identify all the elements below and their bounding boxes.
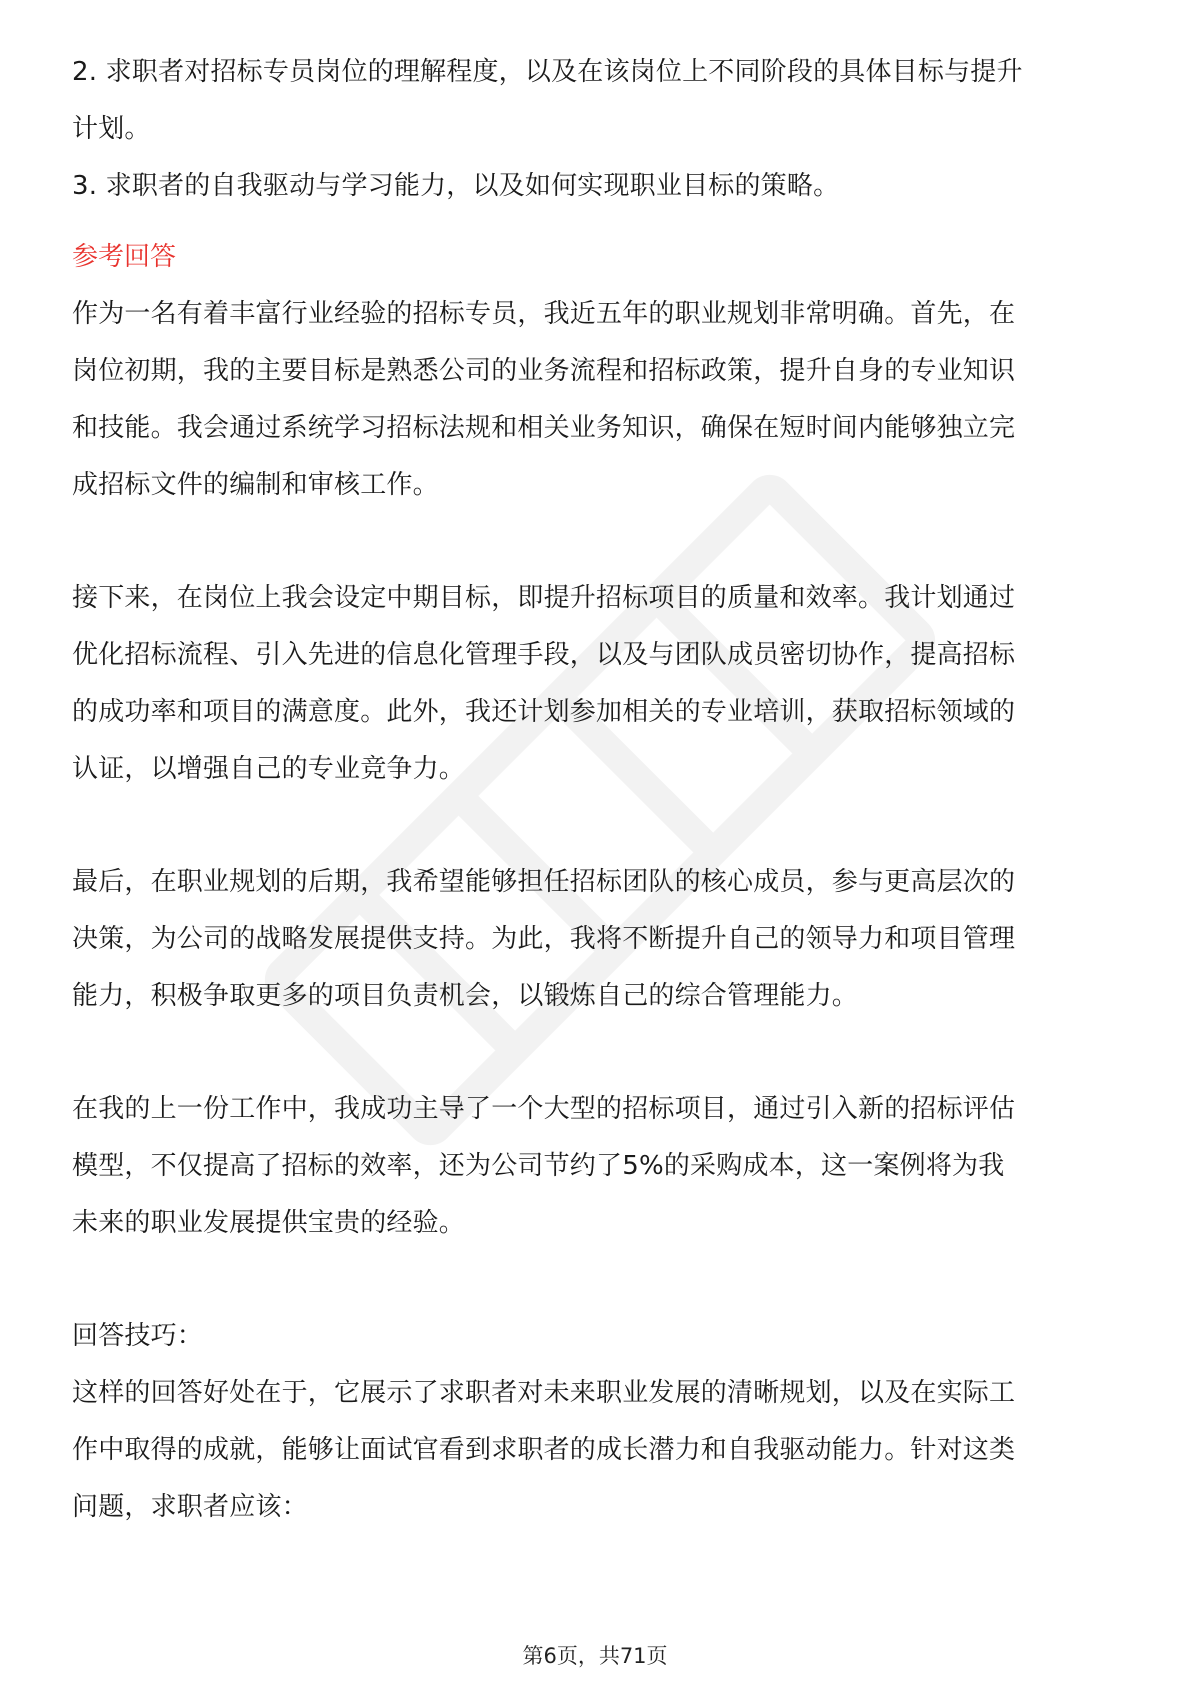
page-number: 第6页，共71页 — [522, 1644, 668, 1668]
paragraph-line: 作中取得的成就，能够让面试官看到求职者的成长潜力和自我驱动能力。针对这类 — [72, 1435, 1016, 1465]
paragraph-spacer — [72, 1252, 1118, 1308]
question-3: 3. 求职者的自我驱动与学习能力，以及如何实现职业目标的策略。 — [72, 171, 840, 201]
paragraph-line: 这样的回答好处在于，它展示了求职者对未来职业发展的清晰规划，以及在实际工 — [72, 1378, 1016, 1408]
paragraph-line: 优化招标流程、引入先进的信息化管理手段，以及与团队成员密切协作，提高招标 — [72, 640, 1016, 670]
paragraph-line: 作为一名有着丰富行业经验的招标专员，我近五年的职业规划非常明确。首先，在 — [72, 299, 1016, 329]
answer-paragraph-3 — [72, 854, 1118, 1025]
main-content — [72, 44, 1118, 1536]
paragraph-spacer — [72, 798, 1118, 854]
paragraph-line: 在我的上一份工作中，我成功主导了一个大型的招标项目，通过引入新的招标评估 — [72, 1094, 1016, 1124]
paragraph-line: 的成功率和项目的满意度。此外，我还计划参加相关的专业培训，获取招标领域的 — [72, 697, 1016, 727]
paragraph-line: 和技能。我会通过系统学习招标法规和相关业务知识，确保在短时间内能够独立完 — [72, 413, 1016, 443]
question-2-line-1: 2. 求职者对招标专员岗位的理解程度，以及在该岗位上不同阶段的具体目标与提升 — [72, 57, 1023, 87]
answer-paragraph-4 — [72, 1081, 1118, 1252]
tips-paragraph — [72, 1365, 1118, 1536]
question-2-line-2: 计划。 — [72, 114, 151, 144]
paragraph-line: 模型，不仅提高了招标的效率，还为公司节约了5%的采购成本，这一案例将为我 — [72, 1151, 1005, 1181]
paragraph-line: 接下来，在岗位上我会设定中期目标，即提升招标项目的质量和效率。我计划通过 — [72, 583, 1016, 613]
answer-paragraph-1 — [72, 286, 1118, 514]
paragraph-line: 成招标文件的编制和审核工作。 — [72, 470, 439, 500]
reference-answer-heading: 参考回答 — [72, 242, 177, 272]
paragraph-line: 认证，以增强自己的专业竞争力。 — [72, 754, 466, 784]
paragraph-line: 问题，求职者应该： — [72, 1492, 308, 1522]
paragraph-line: 决策，为公司的战略发展提供支持。为此，我将不断提升自己的领导力和项目管理 — [72, 924, 1016, 954]
paragraph-line: 最后，在职业规划的后期，我希望能够担任招标团队的核心成员，参与更高层次的 — [72, 867, 1016, 897]
paragraph-line: 岗位初期，我的主要目标是熟悉公司的业务流程和招标政策，提升自身的专业知识 — [72, 356, 1016, 386]
tips-heading: 回答技巧： — [72, 1321, 204, 1351]
answer-paragraph-2 — [72, 570, 1118, 798]
paragraph-spacer — [72, 1025, 1118, 1081]
paragraph-line: 能力，积极争取更多的项目负责机会，以锻炼自己的综合管理能力。 — [72, 981, 859, 1011]
paragraph-line: 未来的职业发展提供宝贵的经验。 — [72, 1208, 466, 1238]
paragraph-spacer — [72, 514, 1118, 570]
